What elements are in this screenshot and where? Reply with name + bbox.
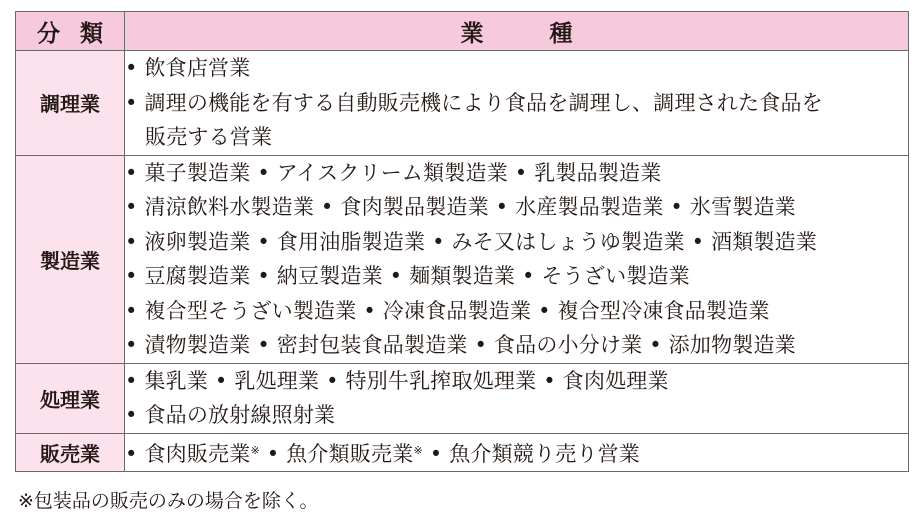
list-item: • 複合型そうざい製造業 • 冷凍食品製造業 • 複合型冷凍食品製造業: [125, 298, 770, 323]
table-row: [16, 433, 909, 472]
list-item: • 菓子製造業 • アイスクリーム類製造業 • 乳製品製造業: [125, 160, 662, 185]
industry-list: [125, 51, 909, 156]
footnote-mark: ※: [250, 443, 260, 457]
header-category: 分類: [16, 12, 125, 51]
list-item: • 飲食店営業: [125, 56, 251, 80]
category-processing: 処理業: [16, 363, 125, 433]
sales-item-fish-auction: • 魚介類競り売り営業: [422, 441, 640, 466]
footnote-mark: ※: [413, 443, 423, 457]
header-row: [16, 12, 909, 51]
header-industry: 業種: [125, 12, 909, 51]
list-item: • 集乳業 • 乳処理業 • 特別牛乳搾取処理業 • 食肉処理業: [125, 368, 669, 393]
list-item: • 調理の機能を有する自動販売機により食品を調理し、調理された食品を: [125, 90, 823, 115]
category-sales: 販売業: [16, 433, 125, 472]
industry-list: [125, 363, 909, 433]
table-row: [16, 51, 909, 156]
list-item-continuation: 販売する営業: [145, 125, 273, 149]
table-row: [16, 363, 909, 433]
sales-item-meat: • 食肉販売業: [125, 441, 251, 466]
list-item: • 清涼飲料水製造業 • 食肉製品製造業 • 水産製品製造業 • 氷雪製造業: [125, 195, 796, 219]
business-category-table: [15, 11, 909, 472]
industry-list: [125, 433, 909, 472]
list-item: • 液卵製造業 • 食用油脂製造業 • みそ又はしょうゆ製造業 • 酒類製造業: [125, 229, 818, 254]
table-row: [16, 155, 909, 363]
sales-item-fish: • 魚介類販売業: [259, 441, 414, 466]
list-item: • 食品の放射線照射業: [125, 403, 336, 427]
footnote: ※包装品の販売のみの場合を除く。: [18, 490, 319, 512]
list-item: [125, 434, 908, 472]
category-cooking: 調理業: [16, 51, 125, 156]
industry-list: [125, 155, 909, 363]
list-item: • 豆腐製造業 • 納豆製造業 • 麺類製造業 • そうざい製造業: [125, 264, 690, 288]
category-manufacturing: 製造業: [16, 155, 125, 363]
list-item: • 漬物製造業 • 密封包装食品製造業 • 食品の小分け業 • 添加物製造業: [125, 333, 796, 357]
